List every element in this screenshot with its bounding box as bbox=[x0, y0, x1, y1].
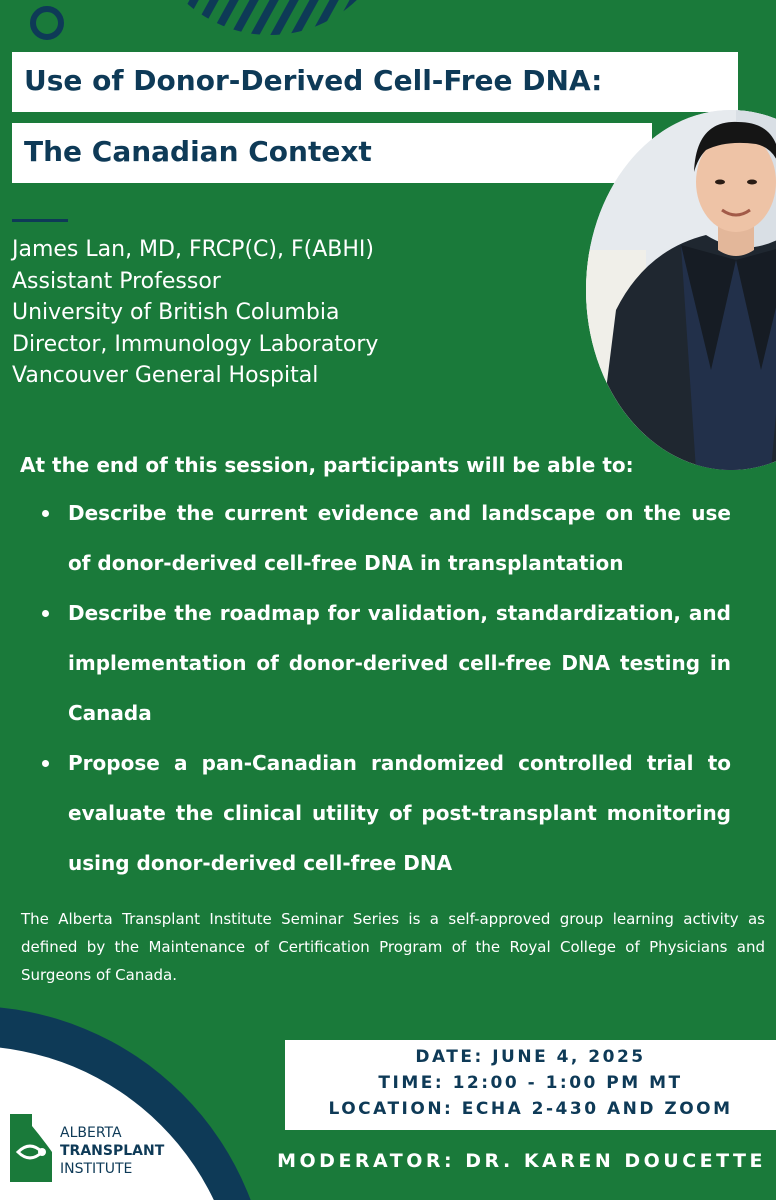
logo-line3: INSTITUTE bbox=[60, 1161, 133, 1177]
objective-item: Propose a pan-Canadian randomized controlled trial to evaluate the clinical utility of post-transplant monitoring using donor-derived cell-free DNA bbox=[68, 738, 731, 888]
objective-item: Describe the roadmap for validation, standardization, and implementation of donor-derived cell-free DNA testing in Canada bbox=[68, 588, 731, 738]
ring-decoration bbox=[30, 6, 64, 40]
moderator-line: MODERATOR: DR. KAREN DOUCETTE bbox=[277, 1150, 766, 1172]
objective-item: Describe the current evidence and landscape on the use of donor-derived cell-free DNA in transplantation bbox=[68, 488, 731, 588]
alberta-map-logo-icon bbox=[8, 1112, 54, 1184]
institute-logo-text bbox=[60, 1124, 164, 1178]
speaker-position: Director, Immunology Laboratory bbox=[12, 331, 379, 357]
striped-arc-decoration bbox=[150, 0, 390, 40]
speaker-role: Assistant Professor bbox=[12, 268, 221, 294]
accent-dash bbox=[12, 219, 68, 222]
title-banner-line1 bbox=[12, 52, 738, 112]
objectives-intro: At the end of this session, participants will be able to: bbox=[20, 453, 634, 477]
accreditation-note: The Alberta Transplant Institute Seminar Series is a self-approved group learning activity as defined by the Maintenance of Certification Program of the Royal College of Physicians and Surgeons of Canada. bbox=[21, 910, 765, 984]
speaker-name: James Lan, MD, FRCP(C), F(ABHI) bbox=[12, 237, 374, 262]
event-location: LOCATION: ECHA 2-430 AND ZOOM bbox=[328, 1099, 733, 1119]
title-banner-line2 bbox=[12, 123, 652, 183]
logo-line2: TRANSPLANT bbox=[60, 1143, 165, 1159]
event-time: TIME: 12:00 - 1:00 PM MT bbox=[378, 1073, 683, 1093]
speaker-university: University of British Columbia bbox=[12, 300, 340, 325]
speaker-info bbox=[12, 234, 378, 392]
event-details-box bbox=[285, 1040, 776, 1130]
title-line2: The Canadian Context bbox=[24, 135, 372, 168]
event-date: DATE: JUNE 4, 2025 bbox=[415, 1047, 646, 1067]
speaker-hospital: Vancouver General Hospital bbox=[12, 363, 319, 388]
objectives-list bbox=[68, 488, 731, 888]
logo-line1: ALBERTA bbox=[60, 1125, 122, 1141]
title-line1: Use of Donor-Derived Cell-Free DNA: bbox=[24, 64, 603, 97]
